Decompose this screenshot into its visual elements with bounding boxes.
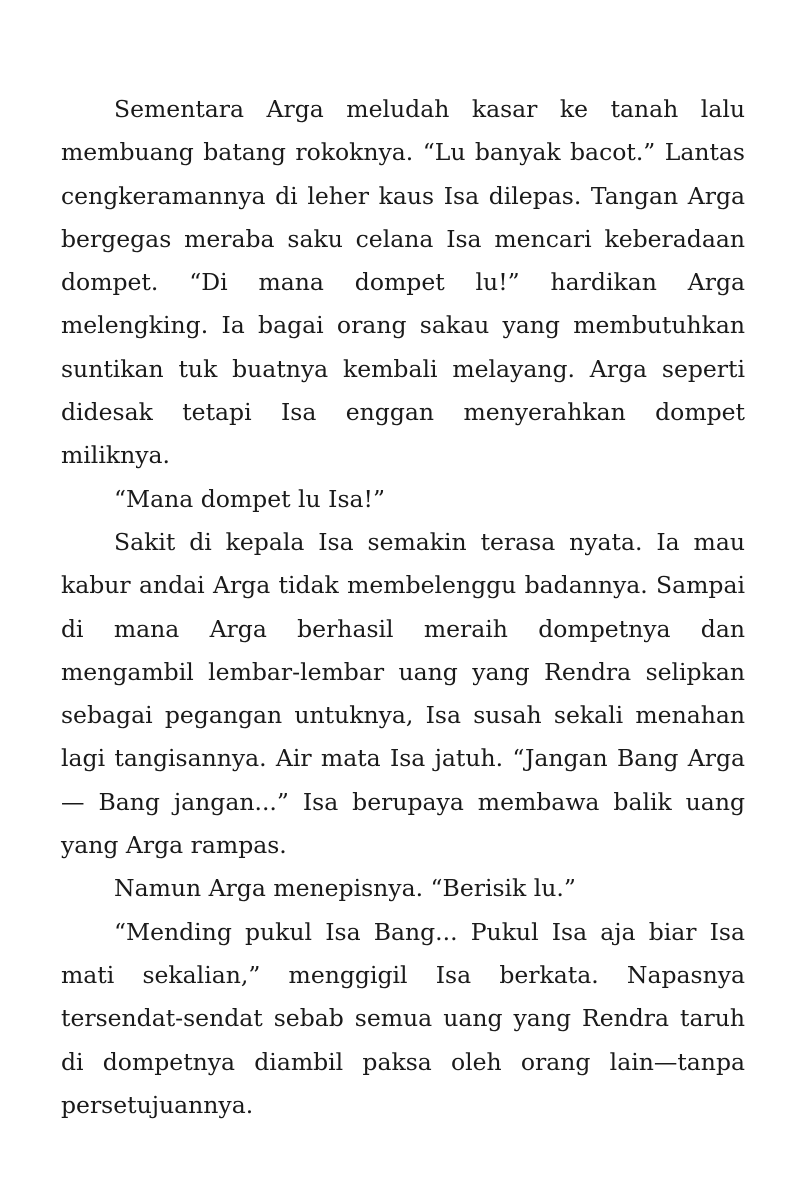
paragraph-5: “Mending pukul Isa Bang... Pukul Isa aja biar Isa mati sekalian,” menggigil Isa berkata. Napasnya tersendat-sendat sebab semua uang yang Rendra taruh di dompetnya diambil paksa oleh orang lain—tanpa persetujuannya. — [61, 917, 745, 1119]
paragraph-4: Namun Arga menepisnya. “Berisik lu.” — [114, 874, 576, 903]
paragraph-2: “Mana dompet lu Isa!” — [114, 484, 385, 513]
paragraph-1: Sementara Arga meludah kasar ke tanah lalu membuang batang rokoknya. “Lu banyak bacot.” Lantas cengkeramannya di leher kaus Isa dilepas. Tangan Arga bergegas meraba saku celana Isa mencari keberadaan dompet. “Di mana dompet lu!” hardikan Arga melengking. Ia bagai orang sakau yang membutuhkan suntikan tuk buatnya kembali melayang. Arga seperti didesak tetapi Isa enggan menyerahkan dompet miliknya. — [61, 95, 745, 470]
book-page — [61, 88, 745, 1127]
paragraph-3: Sakit di kepala Isa semakin terasa nyata. Ia mau kabur andai Arga tidak membelenggu badannya. Sampai di mana Arga berhasil meraih dompetnya dan mengambil lembar-lembar uang yang Rendra selipkan sebagai pegangan untuknya, Isa susah sekali menahan lagi tangisannya. Air mata Isa jatuh. “Jangan Bang Arga— Bang jangan...” Isa berupaya membawa balik uang yang Arga rampas. — [61, 527, 745, 860]
